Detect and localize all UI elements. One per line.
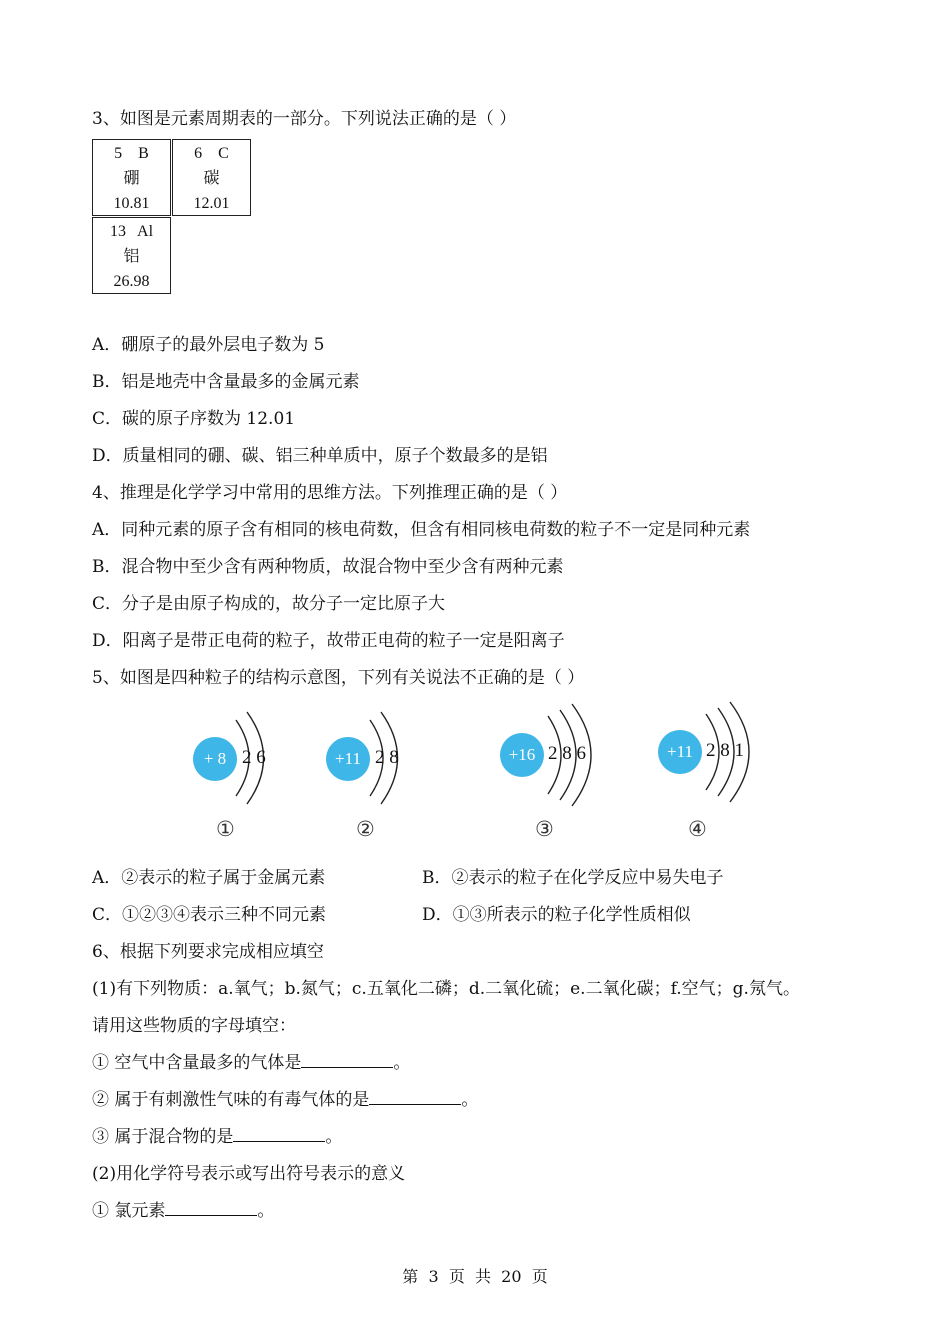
particle-label-4: ④: [688, 817, 707, 841]
q3-option-b: B．铝是地壳中含量最多的金属元素: [92, 372, 360, 392]
nucleus-particle-1: + 8: [193, 737, 237, 781]
particle-label-2: ②: [356, 817, 375, 841]
answer-blank[interactable]: [369, 1090, 461, 1105]
q5-option-d: D．①③所表示的粒子化学性质相似: [422, 905, 691, 925]
q6-item-2-text: ② 属于有刺激性气味的有毒气体的是: [92, 1090, 370, 1110]
period: 。: [461, 1090, 479, 1110]
q6-part1-instruction: 请用这些物质的字母填空：: [92, 1016, 296, 1036]
period: 。: [393, 1053, 411, 1073]
answer-blank[interactable]: [301, 1053, 393, 1068]
q4-option-a: A．同种元素的原子含有相同的核电荷数，但含有相同核电荷数的粒子不一定是同种元素: [92, 520, 751, 540]
q4-option-b: B．混合物中至少含有两种物质，故混合物中至少含有两种元素: [92, 557, 564, 577]
q5-option-c: C．①②③④表示三种不同元素: [92, 905, 327, 925]
electron-counts-particle-1: 2 6: [242, 747, 266, 768]
nucleus-particle-4: +11: [658, 730, 702, 774]
q6-item-1: [92, 1048, 410, 1073]
page-footer: 第 3 页 共 20 页: [402, 1267, 548, 1286]
period: 。: [325, 1127, 343, 1147]
electron-shell-arcs: [0, 700, 950, 860]
electron-counts-particle-3: 2 8 6: [548, 743, 586, 764]
period: 。: [257, 1201, 275, 1221]
particle-label-3: ③: [535, 817, 554, 841]
q4-stem: 4、推理是化学学习中常用的思维方法。下列推理正确的是（ ）: [92, 483, 568, 503]
electron-counts-particle-4: 2 8 1: [706, 740, 744, 761]
element-name: 铝: [123, 248, 140, 265]
element-name: 硼: [123, 170, 140, 187]
q4-option-c: C．分子是由原子构成的，故分子一定比原子大: [92, 594, 446, 614]
element-cell-aluminum: [92, 217, 171, 294]
q6-item-4: [92, 1196, 274, 1221]
element-number-symbol: 6 C: [194, 145, 229, 162]
q6-item-3-text: ③ 属于混合物的是: [92, 1127, 234, 1147]
nucleus-particle-3: +16: [500, 733, 544, 777]
q6-item-4-text: ① 氯元素: [92, 1201, 166, 1221]
q5-stem: 5、如图是四种粒子的结构示意图，下列有关说法不正确的是（ ）: [92, 668, 585, 688]
element-mass: 10.81: [113, 195, 150, 212]
q3-stem: 3、如图是元素周期表的一部分。下列说法正确的是（ ）: [92, 109, 517, 129]
nucleus-particle-2: +11: [326, 737, 370, 781]
q3-option-c: C．碳的原子序数为 12.01: [92, 409, 296, 429]
answer-blank[interactable]: [165, 1201, 257, 1216]
electron-counts-particle-2: 2 8: [375, 747, 399, 768]
element-cell-boron: [92, 139, 171, 216]
element-cell-carbon: [172, 139, 251, 216]
q6-item-1-text: ① 空气中含量最多的气体是: [92, 1053, 302, 1073]
answer-blank[interactable]: [233, 1127, 325, 1142]
element-number-symbol: 13 Al: [109, 223, 154, 240]
element-mass: 12.01: [193, 195, 230, 212]
q6-item-2: [92, 1085, 478, 1110]
q3-option-d: D．质量相同的硼、碳、铝三种单质中，原子个数最多的是铝: [92, 446, 548, 466]
q5-option-a: A．②表示的粒子属于金属元素: [92, 868, 326, 888]
element-name: 碳: [203, 170, 220, 187]
q3-option-a: A．硼原子的最外层电子数为 5: [92, 335, 325, 355]
element-mass: 26.98: [113, 273, 150, 290]
q6-part1-intro: (1)有下列物质：a.氧气；b.氮气；c.五氧化二磷；d.二氧化硫；e.二氧化碳；f.空气；g.氖气。: [92, 979, 800, 999]
particle-label-1: ①: [216, 817, 235, 841]
q5-option-b: B．②表示的粒子在化学反应中易失电子: [422, 868, 724, 888]
periodic-table-fragment: [92, 139, 254, 297]
q6-stem: 6、根据下列要求完成相应填空: [92, 942, 324, 962]
element-number-symbol: 5 B: [114, 145, 149, 162]
q6-part2-intro: (2)用化学符号表示或写出符号表示的意义: [92, 1164, 406, 1184]
q4-option-d: D．阳离子是带正电荷的粒子，故带正电荷的粒子一定是阳离子: [92, 631, 565, 651]
particle-structure-diagram: [0, 700, 950, 860]
q6-item-3: [92, 1122, 342, 1147]
